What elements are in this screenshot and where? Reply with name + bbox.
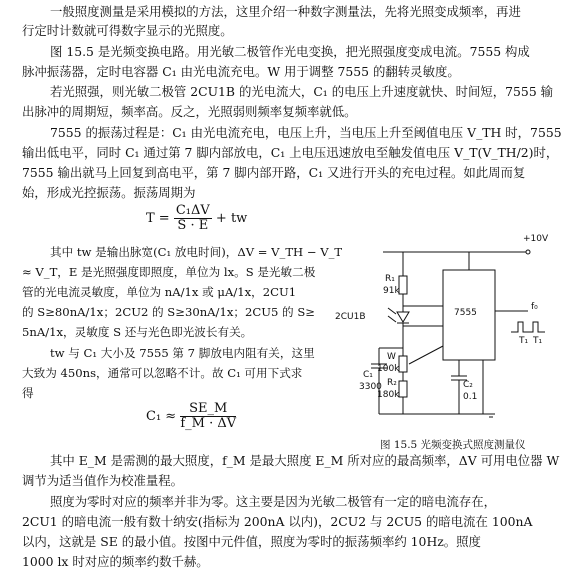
formula-denominator: f_M · ΔV (180, 416, 237, 431)
left-line: 其中 tw 是输出脉宽(C₁ 放电时间)，ΔV = V_TH − V_T (50, 245, 343, 259)
w-value: 100k (377, 364, 400, 374)
bottom-line: 其中 E_M 是需测的最大照度，f_M 是最大照度 E_M 所对应的最高频率，ΔV 可用电位器 W (50, 453, 560, 468)
bottom-line: 1000 lx 时对应的频率约数千赫。 (22, 554, 209, 569)
chip-label: 7555 (454, 308, 477, 318)
left-line: tw 与 C₁ 大小及 7555 第 7 脚放电内阻有关，这里 (50, 346, 315, 360)
para-line: 出脉冲的周期短，频率高。反之，光照弱则频率复频率就低。 (22, 104, 357, 119)
left-line: 的 S≥80nA/1x；2CU2 的 S≥30nA/1x；2CU5 的 S≥ (22, 305, 315, 319)
left-line: 得 (22, 386, 34, 400)
c2-label: C₂ (463, 380, 473, 390)
bottom-line: 以内，这就是 SE 的最小值。按图中元件值，照度为零时的振荡频率约 10Hz。照度 (22, 534, 481, 549)
c1-label: C₁ (363, 370, 373, 380)
r1-label: R₁ (385, 274, 395, 284)
r1-value: 91k (383, 286, 400, 296)
para-line: 7555 的振荡过程是：C₁ 由光电流充电，电压上升，当电压上升至阈值电压 V_TH 时，7555 (50, 125, 562, 140)
formula-lhs: T = (146, 211, 170, 226)
formula-denominator: S · E (177, 218, 209, 233)
period-formula (146, 204, 247, 233)
bottom-line: 2CU1 的暗电流一般有数十纳安(指标为 200nA 以内)，2CU2 与 2CU5 的暗电流在 100nA (22, 514, 533, 529)
para-line: 7555 输出就马上回复到高电平，第 7 脚内部开路，C₁ 又进行开头的充电过程。如此周而复 (22, 165, 526, 180)
left-line: 5nA/1x，灵敏度 S 还与光色即光波长有关。 (22, 325, 253, 339)
r2-label: R₂ (387, 378, 397, 388)
para-line: 行定时计数就可得数字显示的光照度。 (22, 23, 233, 38)
c1-value: 3300 (359, 382, 382, 392)
bottom-line: 调节为适当值作为校准量程。 (22, 473, 184, 488)
diode-label: 2CU1B (335, 312, 366, 322)
period-label: T₁ (519, 336, 529, 346)
capacitor-formula (146, 402, 236, 431)
para-line: 一般照度测量是采用模拟的方法，这里介绍一种数字测量法，先将光照变成频率，再进 (50, 4, 521, 19)
figure-caption: 图 15.5 光频变换式照度测量仪 (380, 439, 526, 451)
left-line: ≈ V_T，E 是光照强度即照度，单位为 lx。S 是光敏二极 (22, 265, 316, 279)
para-line: 若光照强，则光敏二极管 2CU1B 的光电流大，C₁ 的电压上升速度就快、时间短，7555 输 (50, 84, 554, 99)
c2-value: 0.1 (463, 392, 478, 402)
period-label-2: T₁ (533, 336, 543, 346)
w-label: W (387, 352, 396, 362)
supply-label: +10V (523, 234, 549, 244)
para-line: 输出低电平，同时 C₁ 通过第 7 脚内部放电，C₁ 上电压迅速放电至触发值电压 V_T(V_TH/2)时， (22, 145, 559, 160)
formula-numerator: SE_M (180, 402, 236, 417)
formula-fraction (174, 204, 212, 233)
left-line: 管的光电流灵敏度，单位为 nA/1x 或 μA/1x，2CU1 (22, 285, 297, 299)
r2-value: 180k (377, 390, 400, 400)
para-line: 始，形成光控振荡。振荡周期为 (22, 185, 196, 200)
formula-lhs: C₁ ≈ (146, 409, 177, 424)
circuit-diagram (335, 234, 553, 436)
formula-tail: + tw (215, 211, 248, 226)
output-label: f₀ (531, 302, 538, 312)
bottom-line: 照度为零时对应的频率并非为零。这主要是因为光敏二极管有一定的暗电流存在， (50, 494, 497, 509)
formula-fraction (180, 402, 236, 431)
para-line: 脉冲振荡器，定时电容器 C₁ 由光电流充电。W 用于调整 7555 的翻转灵敏度。 (22, 64, 460, 79)
formula-numerator: C₁ΔV (175, 203, 210, 218)
left-line: 大致为 450ns，通常可以忽略不计。故 C₁ 可用下式求 (22, 366, 303, 380)
para-line: 图 15.5 是光频变换电路。用光敏二极管作光电变换，把光照强度变成电流。7555 构成 (50, 44, 530, 59)
